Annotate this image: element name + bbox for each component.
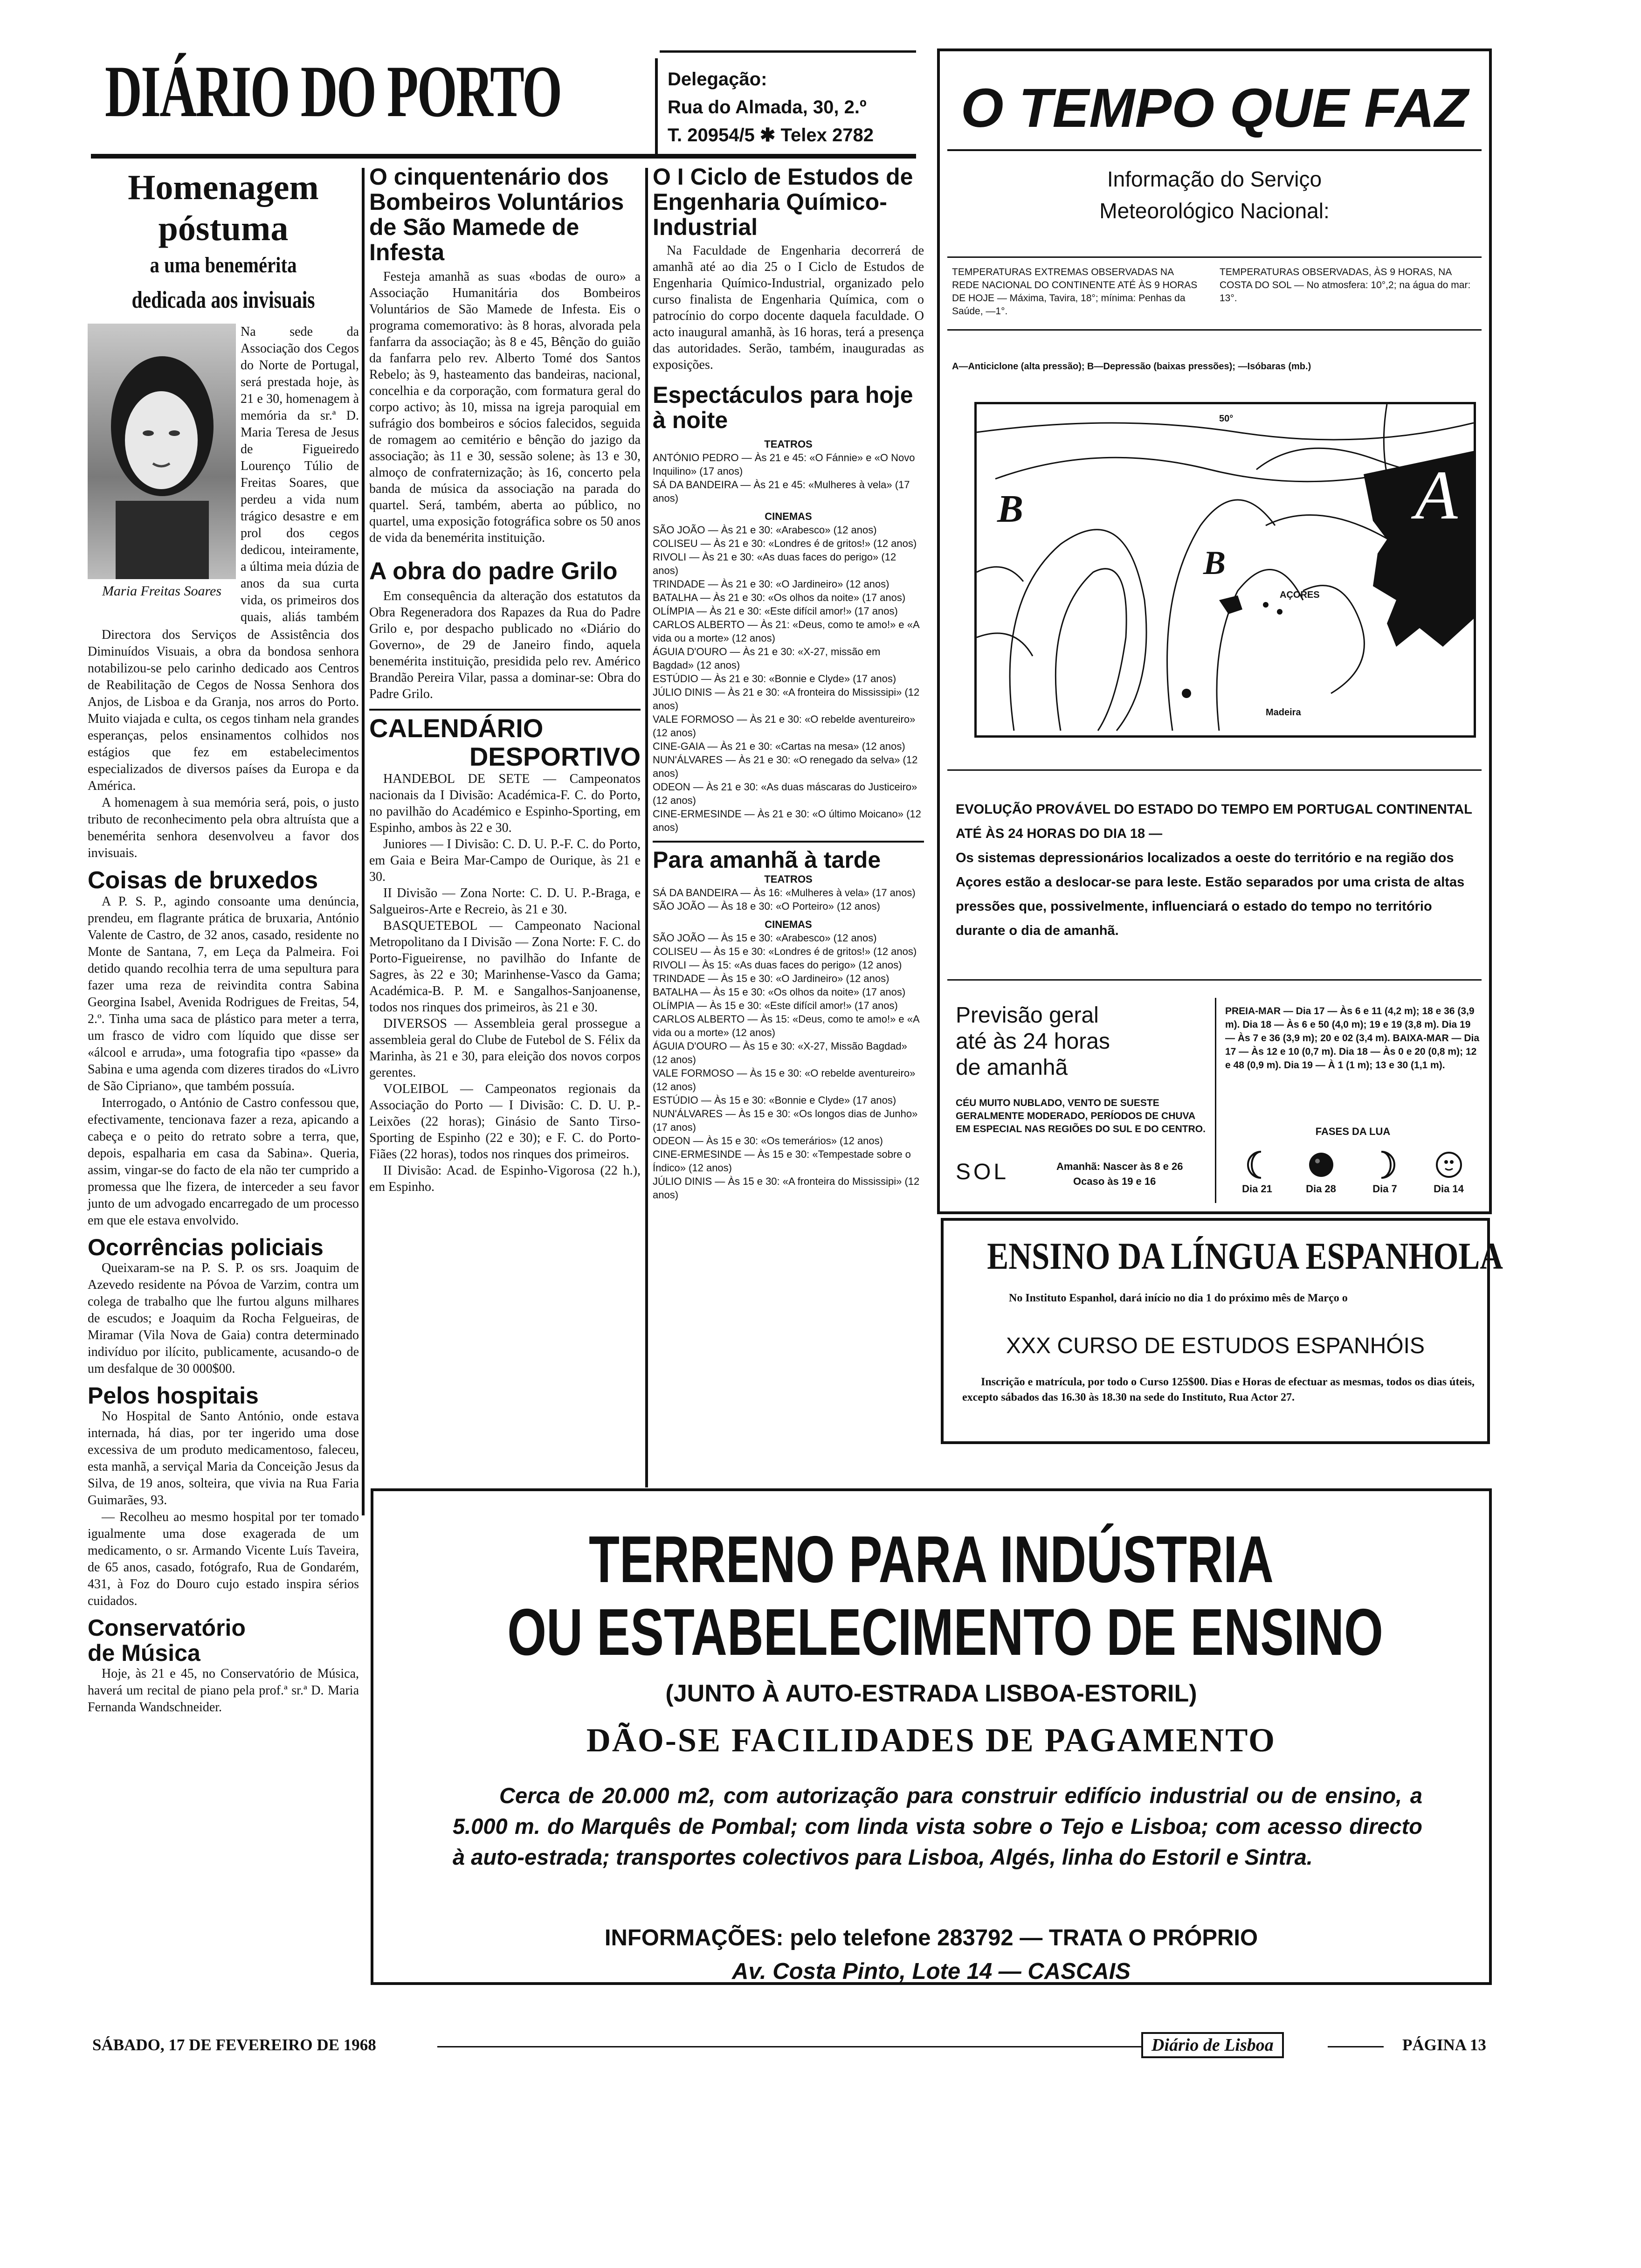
bombeiros-text: Festeja amanhã as suas «bodas de ouro» a Associação Humanitária dos Bombeiros Voluntários de São Mamede de Infesta. Eis o programa comemorativo: às 8 horas, alvorada pela fanfarra da associação; às 8 e 45, Bênção do guião da fanfarra pelo rev. Alberto Tomé dos Santos Rebelo; às 9, hasteamento das bandeiras, nacional, concelhia e da corporação, com formatura geral do corpo activo; às 10, missa na igreja paroquial em sufrágio dos bombeiros e sócios falecidos, seguida de romagem ao cemitério e bênção do jazigo da associação; às 11 e 30, sessão solene; às 13 e 30, almoço de confraternização; às 16, concerto pela banda de música da associação na parada do quartel. Será, também, aberta ao público, no quartel, uma exposição fotográfica sobre os 50 anos de vida da benemérita instituição. (369, 270, 641, 545)
grilo-text: Em consequência da alteração dos estatutos da Obra Regeneradora dos Rapazes da Rua do Padre Grilo e, por despacho publicado no «Diário do Governo», de 29 de Janeiro findo, aquela benemérita instituição, presidida pelo rev. Américo Brandão Pereira Vilar, passa a dominar-se: Obra do Padre Grilo. (369, 589, 641, 702)
ciclo-text: Na Faculdade de Engenharia decorrerá de amanhã até ao dia 25 o I Ciclo de Estudos de Engenharia Químico-Industrial, organizado pelo curso finalista de Engenharia Química, com o patrocínio do corpo docente daquela faculdade. O acto inaugural amanhã, às 16 horas, terá a presença das autoridades. Serão, também, inauguradas as exposições. (653, 243, 924, 372)
ad-line-3: (JUNTO À AUTO-ESTRADA LISBOA-ESTORIL) (665, 1680, 1197, 1707)
map-label-azores: AÇORES (1280, 590, 1320, 600)
conservatorio-title: Conservatório de Música (88, 1615, 246, 1666)
calendario-rule (369, 709, 641, 711)
hospitais-title: Pelos hospitais (88, 1383, 259, 1409)
list-item: BATALHA — Às 21 e 30: «Os olhos da noite» (17 anos) (653, 592, 906, 603)
conservatorio-text: Hoje, às 21 e 45, no Conservatório de Música, haverá um recital de piano pela prof.ª sr.ª D. Maria Fernanda Wandschneider. (88, 1666, 359, 1715)
homenagem-text-2: A homenagem à sua memória será, pois, o justo tributo de reconhecimento pela obra altruísta que a benemérita senhora desenvolveu a favor dos invisuais. (88, 795, 359, 860)
amanha-teatros-list (653, 886, 924, 913)
map-label-b1: B (997, 487, 1024, 531)
portrait-caption: Maria Freitas Soares (102, 583, 222, 599)
column-1 (88, 167, 359, 1716)
moon-phase-3: Dia 7 (1357, 1150, 1413, 1206)
ocorrencias-text: Queixaram-se na P. S. P. os srs. Joaquim de Azevedo residente na Póvoa de Varzim, contra um colega de trabalho que lhe furtou alguns milhares de escudos; e Joaquim da Rocha Felgueiras, de Miramar (Vila Nova de Gaia) contra determinado indivíduo por ilícito, publicamente, acusando-o de um desfalque de 30 000$00. (88, 1261, 359, 1376)
espectaculos-hoje-title: Espectáculos para hoje à noite (653, 382, 913, 433)
list-item: CARLOS ALBERTO — Às 15: «Deus, como te amo!» e «A vida ou a morte» (12 anos) (653, 1013, 919, 1038)
list-item: ANTÓNIO PEDRO — Às 21 e 45: «O Fánnie» e «O Novo Inquilino» (17 anos) (653, 452, 915, 477)
full-moon-icon (1435, 1150, 1463, 1180)
footer-page: PÁGINA 13 (1402, 2036, 1486, 2054)
weather-title-rule (947, 149, 1482, 151)
list-item: ÁGUIA D'OURO — Às 15 e 30: «X-27, Missão Bagdad» (12 anos) (653, 1040, 907, 1065)
ad-line-2: OU ESTABELECIMENTO DE ENSINO (507, 1595, 1383, 1669)
calendario-text-7: II Divisão: Acad. de Espinho-Vigorosa (22 h.), em Espinho. (369, 1163, 641, 1195)
list-item: VALE FORMOSO — Às 21 e 30: «O rebelde aventureiro» (12 anos) (653, 713, 916, 739)
espectaculos-amanha-title: Para amanhã à tarde (653, 847, 881, 873)
new-moon-icon (1307, 1150, 1335, 1180)
ensino-text-1: No Instituto Espanhol, dará início no dia 1 do próximo mês de Março o (1009, 1292, 1348, 1304)
weather-temps-rule (947, 256, 1482, 258)
amanha-cinemas-label: CINEMAS (765, 919, 812, 930)
list-item: CINE-ERMESINDE — Às 21 e 30: «O último Moicano» (12 anos) (653, 808, 921, 833)
ad-info-2: Av. Costa Pinto, Lote 14 — CASCAIS (732, 1959, 1131, 1984)
ensino-text-2: Inscrição e matrícula, por todo o Curso 125$00. Dias e Horas de efectuar as mesmas, todos os dias úteis, excepto sábados das 16.30 às 18.30 na sede do Instituto, Rua Actor 27. (962, 1376, 1475, 1404)
ad-line-1: TERRENO PARA INDÚSTRIA (589, 1522, 1274, 1597)
ocorrencias-title: Ocorrências policiais (88, 1234, 324, 1261)
list-item: ODEON — Às 21 e 30: «As duas máscaras do Justiceiro» (12 anos) (653, 781, 917, 806)
calendario-text-3: II Divisão — Zona Norte: C. D. U. P.-Braga, e Salgueiros-Arte e Recreio, às 21 e 30. (369, 886, 641, 917)
weather-map-rule (947, 329, 1482, 331)
homenagem-text: Directora dos Serviços de Assistência dos Diminuídos Visuais, a obra da bondosa senhora notabilizou-se pelo carinho dedicado aos Centros de Reabilitação de Cegos de Nossa Senhora dos Anjos, de Lisboa e da Granja, nos arros do Porto. Muito viajada e culta, os cegos tinham nela grandes esperanças, pelos ensinamentos colhidos nos estágios que fez em estabelecimentos especializados de diversos países da Europa e da América. (88, 628, 359, 793)
bruxedos-title: Coisas de bruxedos (88, 867, 318, 894)
hoje-cinemas-list (653, 523, 924, 834)
delegation-label: Delegação: (668, 69, 767, 90)
column-rule-1 (362, 168, 365, 1515)
moon-phase-2: Dia 28 (1293, 1150, 1349, 1206)
ad-info-1: INFORMAÇÕES: pelo telefone 283792 — TRATA O PRÓPRIO (604, 1925, 1258, 1950)
calendario-title: CALENDÁRIO DESPORTIVO (369, 713, 641, 771)
list-item: JÚLIO DINIS — Às 21 e 30: «A fronteira do Mississipi» (12 anos) (653, 686, 920, 712)
list-item: BATALHA — Às 15 e 30: «Os olhos da noite» (17 anos) (653, 986, 906, 998)
grilo-title: A obra do padre Grilo (369, 558, 618, 585)
footer-date: SÁBADO, 17 DE FEVEREIRO DE 1968 (92, 2036, 376, 2054)
list-item: OLÍMPIA — Às 21 e 30: «Este difícil amor!» (17 anos) (653, 605, 898, 617)
list-item: SÃO JOÃO — Às 21 e 30: «Arabesco» (12 anos) (653, 524, 877, 536)
masthead-rule (91, 154, 916, 159)
map-label-madeira: Madeira (1266, 707, 1301, 718)
evolucao-rule (947, 769, 1482, 771)
hospitais-text-2: — Recolheu ao mesmo hospital por ter tomado igualmente uma dose exagerada de um medicamento, o sr. Armando Vicente Luís Taveira, de 65 anos, casado, fotógrafo, Rua de Gondarém, 431, à Foz do Douro cujo estado inspira sérios cuidados. (88, 1510, 359, 1609)
hoje-teatros-label: TEATROS (764, 438, 813, 450)
list-item: SÃO JOÃO — Às 15 e 30: «Arabesco» (12 anos) (653, 932, 877, 944)
list-item: SÁ DA BANDEIRA — Às 16: «Mulheres à vela» (17 anos) (653, 887, 916, 899)
list-item: CINE-ERMESINDE — Às 15 e 30: «Tempestade sobre o Índico» (12 anos) (653, 1148, 911, 1174)
list-item: VALE FORMOSO — Às 15 e 30: «O rebelde aventureiro» (12 anos) (653, 1067, 916, 1093)
calendario-text-6: VOLEIBOL — Campeonatos regionais da Associação do Porto — I Divisão: C. D. U. P.-Leixões (22 horas); Ginásio de Santo Tirso-Sporting de Espinho (22 e 30); e F. C. do Porto-Fiães (22 horas), todos nos rinques dos primeiros. (369, 1082, 641, 1162)
fases-label: FASES DA LUA (1315, 1126, 1391, 1137)
hoje-teatros-list (653, 451, 924, 505)
list-item: OLÍMPIA — Às 15 e 30: «Este difícil amor!» (17 anos) (653, 1000, 898, 1011)
list-item: ÁGUIA D'OURO — Às 21 e 30: «X-27, missão em Bagdad» (12 anos) (653, 646, 881, 671)
column-3 (653, 164, 924, 1202)
list-item: JÚLIO DINIS — Às 15 e 30: «A fronteira do Mississipi» (12 anos) (653, 1175, 920, 1201)
previsao-title: Previsão geral até às 24 horas de amanhã (956, 1003, 1110, 1080)
evolucao-text: Os sistemas depressionários localizados a oeste do território e na região dos Açores estão a deslocar-se para leste. Estão separados por uma crista de altas pressões que, possivelmente, influenciará o estado do tempo no território durante o dia de amanhã. (956, 850, 1465, 938)
delegation-phone: T. 20954/5 ✱ Telex 2782 (668, 125, 874, 145)
bruxedos-text-2: Interrogado, o António de Castro confessou que, efectivamente, tencionava fazer a reza, apicando a cabeça e o peito do retrato sobre a terra, que, depois, espalharia em casa da Sabina». Queria, assim, vingar-se do facto de ela não ter cumprido a promessa que lhe fizera, de interceder a seu favor junto de um advogado encarregado de um processo em que ele estava envolvido. (88, 1096, 359, 1228)
footer-rule-1 (437, 2046, 1230, 2047)
column-rule-2 (645, 168, 648, 1487)
moon-phase-1: Dia 21 (1229, 1150, 1285, 1206)
amanha-rule (653, 841, 924, 843)
weather-title: O TEMPO QUE FAZ (960, 77, 1469, 139)
weather-box (937, 48, 1492, 1214)
portrait-drawing (88, 324, 236, 579)
sol-times: Amanhã: Nascer às 8 e 26 Ocaso às 19 e 16 (1056, 1161, 1183, 1187)
list-item: NUN'ÁLVARES — Às 21 e 30: «O renegado da selva» (12 anos) (653, 754, 918, 779)
sol-divider (1215, 998, 1216, 1203)
column-2 (369, 164, 641, 1195)
bombeiros-title: O cinquentenário dos Bombeiros Voluntários de São Mamede de Infesta (369, 164, 624, 265)
previsao-text: CÉU MUITO NUBLADO, VENTO DE SUESTE GERALMENTE MODERADO, PERÍODOS DE CHUVA EM ESPECIAL NAS REGIÕES DO SUL E DO CENTRO. (956, 1098, 1206, 1134)
delegation-address: Rua do Almada, 30, 2.º (668, 97, 867, 118)
homenagem-text-beside: Na sede da Associação dos Cegos do Norte de Portugal, será prestada hoje, às 21 e 30, homenagem à memória da sr.ª D. Maria Teresa de Jesus de Figueiredo Lourenço Túlio de Freitas Soares, que perdeu a vida num trágico desastre e em prol dos cegos dedicou, inteiramente, a última meia dúzia de anos da sua curta vida, os primeiros dos quais, aliás também (241, 325, 359, 624)
waning-moon-icon (1243, 1150, 1271, 1180)
list-item: RIVOLI — Às 15: «As duas faces do perigo» (12 anos) (653, 959, 902, 971)
portrait-photo (88, 324, 236, 579)
hospitais-text: No Hospital de Santo António, onde estava internada, há dias, por ter ingerido uma dose excessiva de um produto medicamentoso, faleceu, esta manhã, a serviçal Maria da Conceição Jesus da Silva, de 19 anos, solteira, que vivia na Rua Faria Guimarães, 93. (88, 1409, 359, 1508)
temps-right: TEMPERATURAS OBSERVADAS, ÀS 9 HORAS, NA COSTA DO SOL — No atmosfera: 10°,2; na água do mar: 13°. (1220, 267, 1471, 304)
moon-phase-4: Dia 14 (1421, 1150, 1477, 1206)
temps-left: TEMPERATURAS EXTREMAS OBSERVADAS NA REDE NACIONAL DO CONTINENTE ATÉ ÀS 9 HORAS DE HOJE — Máxima, Tavira, 18°; mínima: Penhas da Saúde, —1°. (952, 267, 1198, 317)
list-item: ESTÚDIO — Às 15 e 30: «Bonnie e Clyde» (17 anos) (653, 1094, 896, 1106)
weather-subtitle: Informação do Serviço Meteorológico Nacional: (1099, 167, 1330, 223)
list-item: ODEON — Às 15 e 30: «Os temerários» (12 anos) (653, 1135, 883, 1147)
masthead-top-rule (660, 50, 916, 53)
ciclo-title: O I Ciclo de Estudos de Engenharia Químico-Industrial (653, 164, 913, 240)
homenagem-title: Homenagem póstuma (128, 168, 319, 248)
calendario-text-5: DIVERSOS — Assembleia geral prossegue a assembleia geral do Clube de Futebol de S. Félix da Marinha, às 21 e 30, para eleição dos novos corpos gerentes. (369, 1016, 641, 1080)
ensino-course: XXX CURSO DE ESTUDOS ESPANHÓIS (1006, 1334, 1425, 1358)
list-item: TRINDADE — Às 21 e 30: «O Jardineiro» (12 anos) (653, 578, 889, 590)
list-item: CINE-GAIA — Às 21 e 30: «Cartas na mesa» (12 anos) (653, 740, 905, 752)
sol-label: SOL (956, 1160, 1009, 1184)
ad-line-4: DÃO-SE FACILIDADES DE PAGAMENTO (586, 1722, 1276, 1759)
terreno-ad (371, 1488, 1492, 1985)
list-item: COLISEU — Às 15 e 30: «Londres é de gritos!» (12 anos) (653, 946, 917, 957)
previsao-rule (947, 979, 1482, 981)
homenagem-subtitle-1: a uma benemérita (150, 253, 297, 277)
masthead (84, 44, 606, 142)
page-footer (92, 2035, 1491, 2063)
list-item: RIVOLI — Às 21 e 30: «As duas faces do perigo» (12 anos) (653, 551, 896, 576)
calendario-text-1: HANDEBOL DE SETE — Campeonatos nacionais da I Divisão: Académica-F. C. do Porto, no pavilhão do Académico e Espinho-Sporting, em Espinho, ambos às 22 e 30. (369, 772, 641, 836)
list-item: NUN'ÁLVARES — Às 15 e 30: «Os longos dias de Junho» (17 anos) (653, 1108, 918, 1133)
list-item: ESTÚDIO — Às 21 e 30: «Bonnie e Clyde» (17 anos) (653, 673, 896, 685)
footer-rule-2 (1328, 2046, 1384, 2047)
list-item: COLISEU — Às 21 e 30: «Londres é de gritos!» (12 anos) (653, 538, 917, 549)
hoje-cinemas-label: CINEMAS (765, 511, 812, 522)
mares-text: PREIA-MAR — Dia 17 — Às 6 e 11 (4,2 m); 18 e 36 (3,9 m). Dia 18 — Às 6 e 50 (4,0 m); 19 e 19 (3,8 m). Dia 19 — Às 7 e 36 (3,9 m); 20 e 02 (3,4 m). BAIXA-MAR — Dia 17 — Às 12 e 10 (0,7 m). Dia 18 — Às 0 e 20 (0,8 m); 12 e 48 (0,9 m). Dia 19 — À 1 (1 m); 13 e 30 (1,1 m). (1225, 1006, 1480, 1071)
weather-map (974, 402, 1476, 738)
masthead-delegation (668, 65, 910, 149)
list-item: CARLOS ALBERTO — Às 21: «Deus, como te amo!» e «A vida ou a morte» (12 anos) (653, 619, 919, 644)
list-item: SÃO JOÃO — Às 18 e 30: «O Porteiro» (12 anos) (653, 900, 880, 912)
list-item: SÁ DA BANDEIRA — Às 21 e 45: «Mulheres à vela» (17 anos) (653, 479, 910, 504)
calendario-text-4: BASQUETEBOL — Campeonato Nacional Metropolitano da I Divisão — Zona Norte: F. C. do Porto-Figueirense, no pavilhão do Infante de Sagres, às 22 e 30; Marinhense-Vasco da Gama; Académica-B. P. M. e Sangalhos-Sanjoanense, todos nos rinques dos primeiros, às 21 e 30. (369, 919, 641, 1015)
map-label-b2: B (1203, 544, 1226, 581)
homenagem-subtitle-2: dedicada aos invisuais (131, 287, 315, 313)
map-label-lat: 50° (1219, 414, 1234, 424)
list-item: TRINDADE — Às 15 e 30: «O Jardineiro» (12 anos) (653, 973, 889, 984)
bruxedos-text: A P. S. P., agindo consoante uma denúncia, prendeu, em flagrante prática de bruxaria, António Valente de Castro, de 32 anos, casado, residente no Monte de Santana, 7, em Leça da Palmeira. Foi detido quando recolhia terra de uma sepultura para fazer uma reza de reivindita contra Sabina Georgina Isabel, Avenida Rodrigues de Freitas, 54, 2.º. Tinha uma saca de plástico para meter a terra, um frasco de vidro com líquido que disse ser «álcool e arruda», uma fotografia tipo «passe» da Sabina e uma agenda com dizeres tirados do «Livro de São Cipriano», que também possuía. (88, 894, 359, 1094)
ensino-title: ENSINO DA LÍNGUA ESPANHOLA (987, 1235, 1503, 1277)
map-legend: A—Anticiclone (alta pressão); B—Depressão (baixas pressões); —Isóbaras (mb.) (952, 361, 1311, 372)
ad-body: Cerca de 20.000 m2, com autorização para construir edifício industrial ou de ensino, a 5.000 m. do Marquês de Pombal; com linda vista sobre o Tejo e Lisboa; com acesso directo à auto-estrada; transportes colectivos para Lisboa, Algés, linha do Estoril e Sintra. (453, 1783, 1422, 1869)
map-label-a: A (1415, 456, 1458, 534)
moon-phases (1225, 1150, 1481, 1206)
amanha-teatros-label: TEATROS (764, 873, 813, 885)
ensino-box (941, 1218, 1503, 1444)
calendario-text-2: Juniores — I Divisão: C. D. U. P.-F. C. do Porto, em Gaia e Beira Mar-Campo de Ourique, às 21 e 30. (369, 837, 641, 885)
footer-paper: Diário de Lisboa (1141, 2032, 1284, 2058)
masthead-title: DIÁRIO DO PORTO (105, 51, 561, 132)
evolucao-title: EVOLUÇÃO PROVÁVEL DO ESTADO DO TEMPO EM PORTUGAL CONTINENTAL ATÉ ÀS 24 HORAS DO DIA 18 — (956, 802, 1472, 841)
amanha-cinemas-list (653, 931, 924, 1202)
first-quarter-moon-icon (1371, 1150, 1399, 1180)
masthead-divider (655, 58, 658, 156)
